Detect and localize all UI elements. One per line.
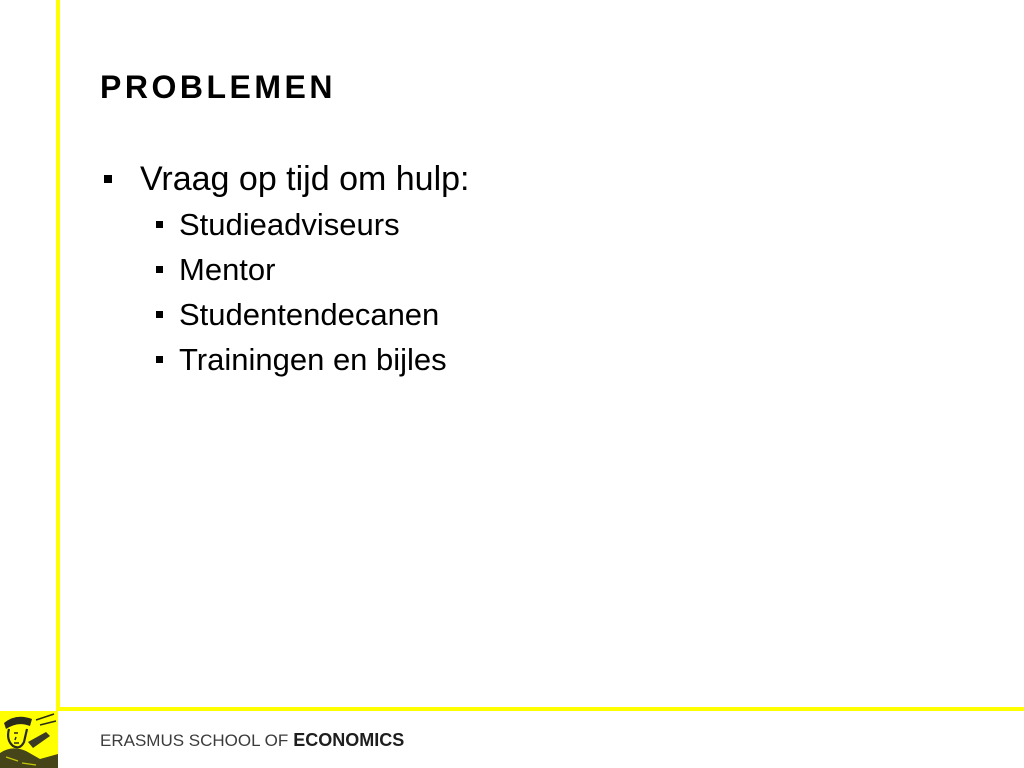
slide-title: PROBLEMEN — [100, 69, 336, 105]
square-bullet-icon — [156, 221, 163, 228]
square-bullet-icon — [156, 266, 163, 273]
erasmus-logo — [0, 711, 58, 768]
footer-accent-line — [56, 707, 1024, 711]
footer-prefix: ERASMUS SCHOOL OF — [100, 731, 289, 750]
square-bullet-icon — [104, 175, 112, 183]
square-bullet-icon — [156, 311, 163, 318]
sub-bullet-text: Mentor — [179, 252, 276, 287]
sub-bullet-text: Studieadviseurs — [179, 207, 400, 242]
footer-emphasis: ECONOMICS — [293, 730, 405, 750]
left-accent-line — [56, 0, 60, 711]
bullet-main-text: Vraag op tijd om hulp: — [140, 160, 470, 198]
square-bullet-icon — [156, 356, 163, 363]
footer-institution — [100, 730, 404, 750]
sub-bullet-text: Studentendecanen — [179, 297, 440, 332]
erasmus-portrait-icon — [0, 711, 58, 768]
sub-bullet-text: Trainingen en bijles — [179, 342, 447, 377]
